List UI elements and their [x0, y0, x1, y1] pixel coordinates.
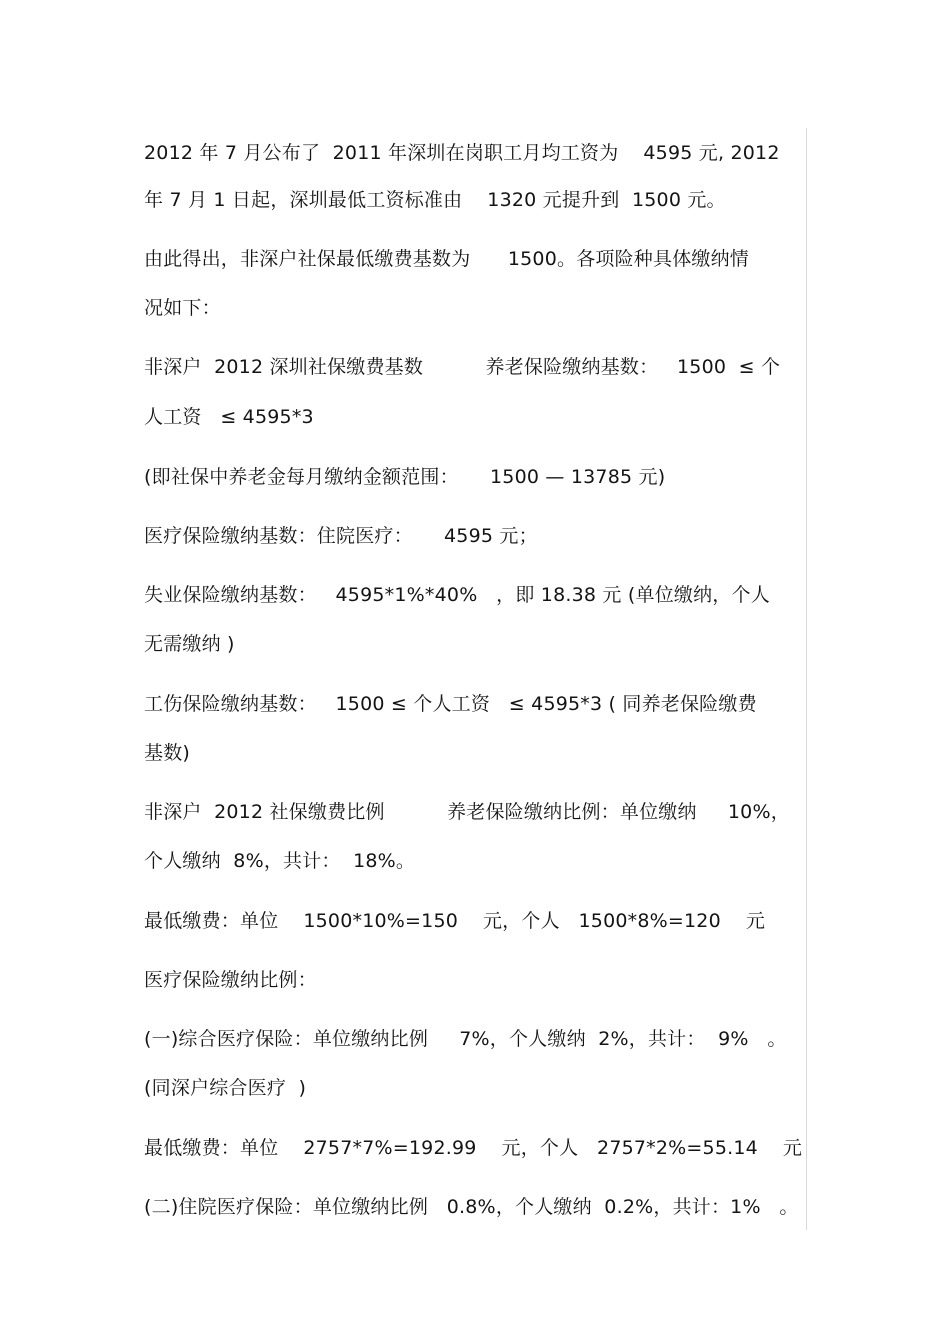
paragraph-line: 非深户 2012 社保缴费比例 养老保险缴纳比例：单位缴纳 10%，	[144, 801, 790, 823]
paragraph-line: 个人缴纳 8%，共计： 18%。	[144, 850, 416, 872]
paragraph-line: 基数)	[144, 742, 191, 764]
paragraph-line: (一)综合医疗保险：单位缴纳比例 7%，个人缴纳 2%，共计： 9% 。	[144, 1028, 787, 1050]
paragraph-line: 工伤保险缴纳基数： 1500 ≤ 个人工资 ≤ 4595*3 ( 同养老保险缴费	[144, 693, 757, 715]
paragraph-line: 由此得出，非深户社保最低缴费基数为 1500。各项险种具体缴纳情	[144, 248, 749, 270]
paragraph-line: 年 7 月 1 日起，深圳最低工资标准由 1320 元提升到 1500 元。	[144, 189, 726, 211]
paragraph-line: 最低缴费：单位 1500*10%=150 元，个人 1500*8%=120 元	[144, 910, 766, 932]
paragraph-line: 最低缴费：单位 2757*7%=192.99 元，个人 2757*2%=55.14 元	[144, 1137, 803, 1159]
paragraph-line: (同深户综合医疗 )	[144, 1077, 307, 1099]
paragraph-line: 失业保险缴纳基数： 4595*1%*40% ，即 18.38 元 (单位缴纳，个人	[144, 584, 770, 606]
paragraph-line: 人工资 ≤ 4595*3	[144, 406, 314, 428]
paragraph-line: 医疗保险缴纳比例：	[144, 969, 317, 991]
paragraph-line: 2012 年 7 月公布了 2011 年深圳在岗职工月均工资为 4595 元, 2012	[144, 142, 780, 164]
paragraph-line: 非深户 2012 深圳社保缴费基数 养老保险缴纳基数： 1500 ≤ 个	[144, 356, 781, 378]
paragraph-line: (二)住院医疗保险：单位缴纳比例 0.8%，个人缴纳 0.2%，共计：1% 。	[144, 1196, 799, 1218]
paragraph-line: 况如下：	[144, 297, 221, 319]
paragraph-line: 无需缴纳 )	[144, 633, 235, 655]
paragraph-line: 医疗保险缴纳基数：住院医疗： 4595 元；	[144, 525, 538, 547]
paragraph-line: (即社保中养老金每月缴纳金额范围： 1500 — 13785 元)	[144, 466, 666, 488]
